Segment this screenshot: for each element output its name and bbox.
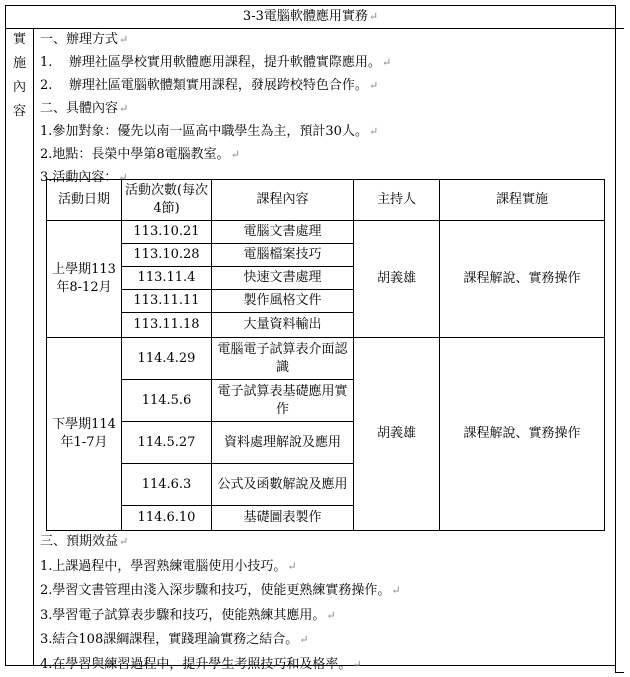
effect-item: 3.結合108課綱課程，實踐理論實務之結合。↵ xyxy=(40,628,615,653)
method-item: 1. 辦理社區學校實用軟體應用課程，提升軟體實際應用。↵ xyxy=(40,51,615,74)
course-cell: 電腦文書處理 xyxy=(212,221,354,244)
course-cell: 資料處理解說及應用 xyxy=(212,422,354,464)
side-char: 實 xyxy=(6,28,33,52)
margin-corner-bottom-right xyxy=(615,664,624,673)
section-heading: 一、辦理方式↵ xyxy=(40,28,615,51)
content-item: 3.活動內容：↵ xyxy=(40,166,615,189)
header-course: 課程內容 xyxy=(212,180,354,221)
course-cell: 電腦檔案技巧 xyxy=(212,244,354,267)
impl-cell: 課程解說、實務操作 xyxy=(440,221,605,338)
content-section xyxy=(40,28,615,189)
margin-corner-top-right xyxy=(615,28,624,39)
session-cell: 114.5.27 xyxy=(122,422,212,464)
table-header-row xyxy=(47,180,605,221)
course-cell: 電腦電子試算表介面認識 xyxy=(212,338,354,380)
session-cell: 113.11.4 xyxy=(122,267,212,290)
host-cell: 胡義雄 xyxy=(354,221,440,338)
session-cell: 113.10.28 xyxy=(122,244,212,267)
course-cell: 製作風格文件 xyxy=(212,290,354,313)
table-row xyxy=(47,338,605,380)
header-date: 活動日期 xyxy=(47,180,122,221)
content-item: 1.參加對象：優先以南一區高中職學生為主，預計30人。↵ xyxy=(40,120,615,143)
session-cell: 113.11.11 xyxy=(122,290,212,313)
period-cell: 上學期113年8-12月 xyxy=(47,221,122,338)
session-cell: 113.11.18 xyxy=(122,313,212,338)
session-cell: 114.5.6 xyxy=(122,380,212,422)
method-item: 2. 辦理社區電腦軟體類實用課程，發展跨校特色合作。↵ xyxy=(40,74,615,97)
side-char: 內 xyxy=(6,76,33,100)
side-label xyxy=(6,28,34,665)
header-impl: 課程實施 xyxy=(440,180,605,221)
session-cell: 114.6.3 xyxy=(122,464,212,506)
session-cell: 114.6.10 xyxy=(122,506,212,531)
header-session: 活動次數(每次4節) xyxy=(122,180,212,221)
table-row xyxy=(47,221,605,244)
period-cell: 下學期114年1-7月 xyxy=(47,338,122,531)
section-heading: 三、預期效益↵ xyxy=(40,530,615,555)
side-char: 容 xyxy=(6,100,33,124)
host-cell: 胡義雄 xyxy=(354,338,440,531)
schedule-table xyxy=(46,179,605,531)
header-host: 主持人 xyxy=(354,180,440,221)
effect-item: 4.在學習與練習過程中，提升學生考照技巧和及格率。↵ xyxy=(40,653,615,677)
effects-section xyxy=(40,530,615,677)
course-cell: 大量資料輸出 xyxy=(212,313,354,338)
content-item: 2.地點：長榮中學第8電腦教室。↵ xyxy=(40,143,615,166)
section-heading: 二、具體內容↵ xyxy=(40,97,615,120)
effect-item: 1.上課過程中，學習熟練電腦使用小技巧。↵ xyxy=(40,555,615,580)
session-cell: 114.4.29 xyxy=(122,338,212,380)
document-frame xyxy=(5,5,616,666)
course-cell: 電子試算表基礎應用實作 xyxy=(212,380,354,422)
session-cell: 113.10.21 xyxy=(122,221,212,244)
course-cell: 快速文書處理 xyxy=(212,267,354,290)
impl-cell: 課程解說、實務操作 xyxy=(440,338,605,531)
side-char: 施 xyxy=(6,52,33,76)
effect-item: 3.學習電子試算表步驟和技巧，使能熟練其應用。↵ xyxy=(40,604,615,629)
course-cell: 基礎圖表製作 xyxy=(212,506,354,531)
effect-item: 2.學習文書管理由淺入深步驟和技巧，使能更熟練實務操作。↵ xyxy=(40,579,615,604)
course-cell: 公式及函數解說及應用 xyxy=(212,464,354,506)
page-title: 3-3電腦軟體應用實務↵ xyxy=(6,6,615,29)
